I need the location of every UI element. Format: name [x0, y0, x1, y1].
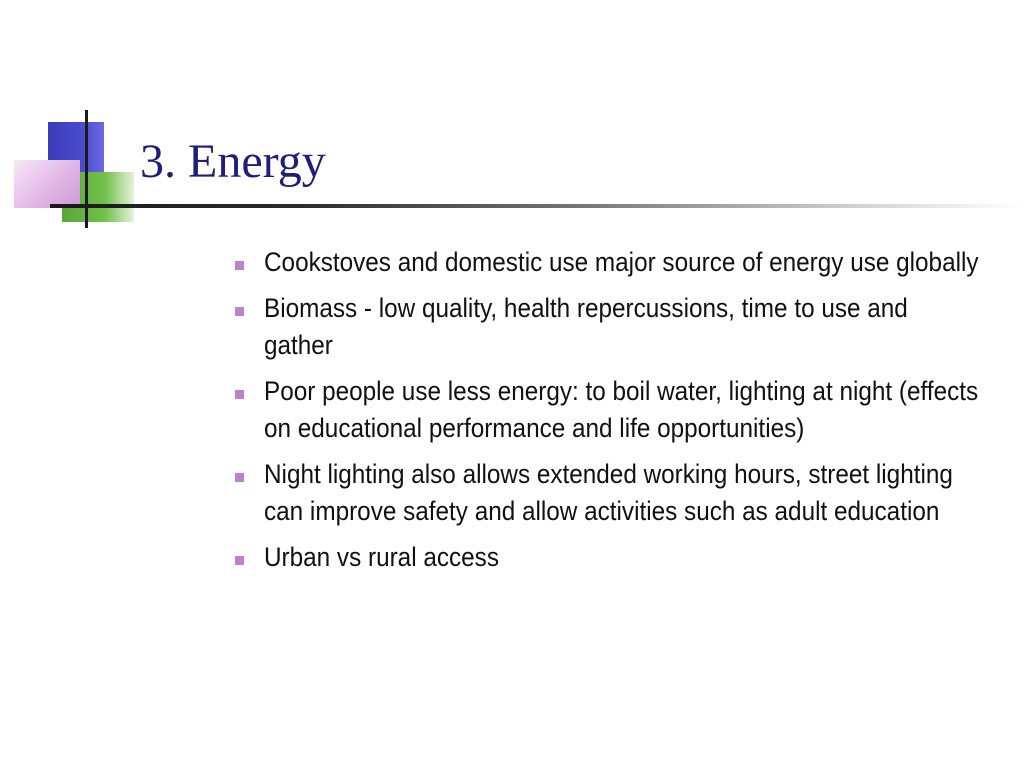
bullet-text: Urban vs rural access: [264, 542, 499, 572]
bullet-item: [232, 456, 992, 530]
bullet-item: [232, 244, 992, 281]
bullet-list: [232, 244, 992, 585]
bullet-text: Cookstoves and domestic use major source of energy use globally: [264, 247, 979, 277]
decorative-pink-square: [14, 160, 80, 208]
square-bullet-icon: [235, 473, 244, 482]
square-bullet-icon: [235, 556, 244, 565]
bullet-text: Biomass - low quality, health repercussions, time to use and gather: [264, 293, 908, 360]
square-bullet-icon: [235, 390, 244, 399]
bullet-item: [232, 539, 992, 576]
decorative-vertical-line: [85, 110, 88, 228]
square-bullet-icon: [235, 261, 244, 270]
slide-title: 3. Energy: [140, 135, 326, 188]
bullet-text: Poor people use less energy: to boil water, lighting at night (effects on educational performance and life opportunities): [264, 376, 979, 443]
bullet-text: Night lighting also allows extended working hours, street lighting can improve safety and allow activities such as adult education: [264, 459, 953, 526]
bullet-item: [232, 290, 992, 364]
square-bullet-icon: [235, 307, 244, 316]
bullet-item: [232, 373, 992, 447]
title-underline: [50, 204, 1024, 208]
